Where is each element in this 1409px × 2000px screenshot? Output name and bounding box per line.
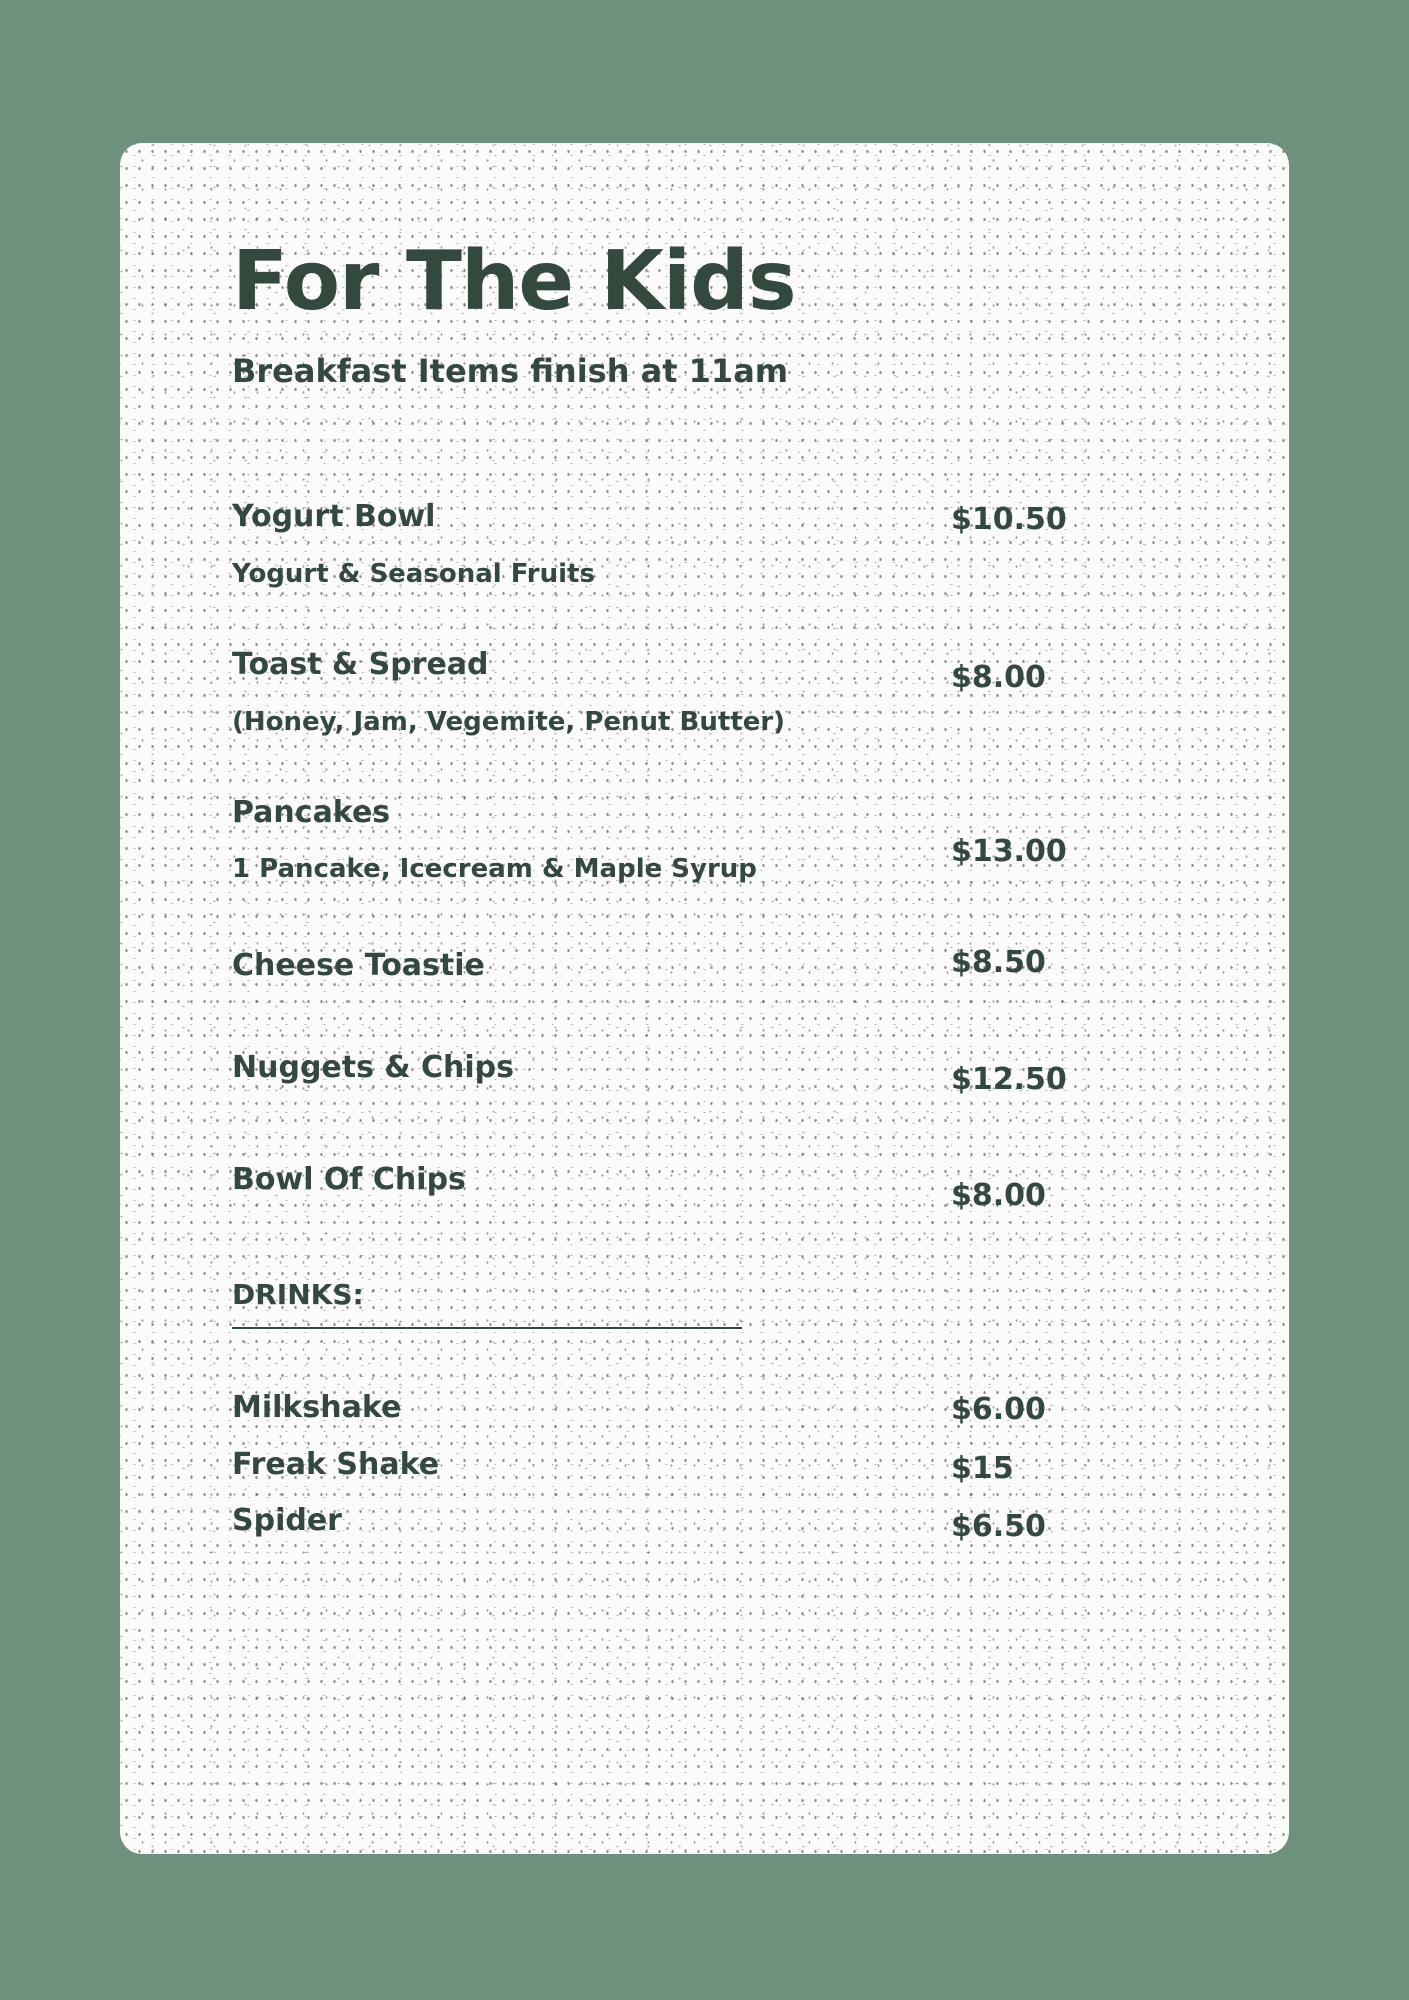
menu-item-name: Pancakes xyxy=(232,795,391,830)
menu-item-price: $8.00 xyxy=(951,1178,1046,1213)
menu-item-price: $8.00 xyxy=(951,660,1046,695)
menu-item-price: $13.00 xyxy=(951,834,1067,869)
menu-card xyxy=(120,143,1289,1854)
menu-item-price: $12.50 xyxy=(951,1062,1067,1097)
drink-item-name: Milkshake xyxy=(232,1390,402,1425)
menu-item-description: Yogurt & Seasonal Fruits xyxy=(232,559,595,589)
drinks-heading: DRINKS: xyxy=(232,1278,364,1311)
drink-item-price: $6.50 xyxy=(951,1509,1046,1544)
menu-item-name: Nuggets & Chips xyxy=(232,1050,514,1085)
drink-item-price: $6.00 xyxy=(951,1392,1046,1427)
menu-item-description: 1 Pancake, Icecream & Maple Syrup xyxy=(232,854,757,884)
menu-subtitle: Breakfast Items finish at 11am xyxy=(232,352,789,390)
drinks-divider xyxy=(232,1327,742,1329)
menu-item-name: Cheese Toastie xyxy=(232,948,485,983)
menu-item-price: $10.50 xyxy=(951,502,1067,537)
menu-item-name: Toast & Spread xyxy=(232,647,489,682)
drink-item-name: Spider xyxy=(232,1503,342,1538)
menu-item-description: (Honey, Jam, Vegemite, Penut Butter) xyxy=(232,707,786,737)
drink-item-name: Freak Shake xyxy=(232,1447,440,1482)
menu-item-name: Yogurt Bowl xyxy=(232,499,436,534)
menu-title: For The Kids xyxy=(232,234,796,329)
menu-item-name: Bowl Of Chips xyxy=(232,1162,466,1197)
menu-item-price: $8.50 xyxy=(951,945,1046,980)
drink-item-price: $15 xyxy=(951,1451,1014,1486)
